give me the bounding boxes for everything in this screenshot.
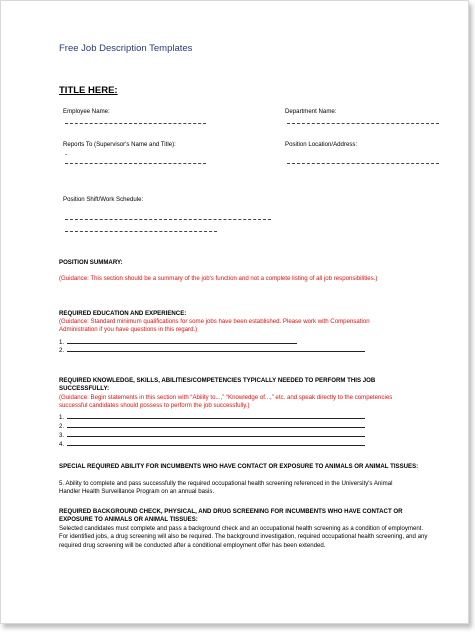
employee-name-line	[65, 123, 206, 124]
reports-to-label: Reports To (Supervisor's Name and Title):	[63, 141, 176, 148]
knowledge-item-3-line	[67, 436, 365, 437]
reports-to-bullet: -	[65, 151, 68, 158]
education-item-2-number: 2.	[59, 347, 65, 354]
position-location-label: Position Location/Address:	[285, 141, 358, 148]
shift-schedule-label: Position Shift/Work Schedule:	[63, 196, 144, 203]
knowledge-heading: REQUIRED KNOWLEDGE, SKILLS, ABILITIES/COMPETENCIES TYPICALLY NEEDED TO PERFORM THIS JOB SUCCESSFULLY:	[59, 377, 376, 393]
education-guidance: (Guidance: Standard minimum qualifications for some jobs have been established. Please work with Compensation Administration if you have questions in this regard.)	[59, 318, 370, 334]
knowledge-item-4-line	[67, 445, 365, 446]
knowledge-item-4-number: 4.	[59, 441, 65, 448]
education-item-2-line	[67, 351, 365, 352]
reports-to-line	[65, 163, 206, 164]
employee-name-label: Employee Name:	[63, 108, 110, 115]
shift-schedule-line-2	[65, 231, 217, 232]
job-title-heading: TITLE HERE:	[59, 85, 118, 96]
knowledge-guidance: (Guidance: Begin statements in this section with “Ability to...,” “Knowledge of...,” etc. and speak directly to the competencies successful candidates should possess to perform the job successfully.)	[59, 394, 393, 410]
document-title: Free Job Description Templates	[59, 43, 193, 54]
education-heading: REQUIRED EDUCATION AND EXPERIENCE:	[59, 310, 187, 317]
position-summary-guidance: (Guidance: This section should be a summary of the job's function and not a complete listing of all job responsibilities.)	[59, 275, 378, 282]
position-summary-heading: POSITION SUMMARY:	[59, 259, 123, 266]
background-check-heading: REQUIRED BACKGROUND CHECK, PHYSICAL, AND DRUG SCREENING FOR INCUMBENTS WHO HAVE CONTACT OR EXPOSURE TO ANIMALS OR ANIMAL TISSUES:	[59, 508, 403, 524]
knowledge-item-2-line	[67, 427, 365, 428]
shift-schedule-line-1	[65, 219, 271, 220]
special-ability-heading: SPECIAL REQUIRED ABILITY FOR INCUMBENTS WHO HAVE CONTACT OR EXPOSURE TO ANIMALS OR ANIMAL TISSUES:	[59, 463, 419, 470]
position-location-line	[287, 163, 439, 164]
department-name-label: Department Name:	[285, 108, 337, 115]
knowledge-item-1-number: 1.	[59, 414, 65, 421]
knowledge-item-3-number: 3.	[59, 432, 65, 439]
department-name-line	[287, 123, 439, 124]
knowledge-item-1-line	[67, 418, 365, 419]
education-item-1-line	[67, 343, 297, 344]
background-check-body: Selected candidates must complete and pass a background check and an occupational health screening as a condition of employment. For identified jobs, a drug screening will also be required. The background investigation, required occupational health screening, and any required drug screening will be conducted after a conditional employment offer has been extended.	[59, 525, 428, 549]
knowledge-item-2-number: 2.	[59, 423, 65, 430]
special-ability-body: 5. Ability to complete and pass successfully the required occupational health screening referenced in the University's Animal Handler Health Surveillance Program on an annual basis.	[59, 480, 393, 496]
education-item-1-number: 1.	[59, 339, 65, 346]
